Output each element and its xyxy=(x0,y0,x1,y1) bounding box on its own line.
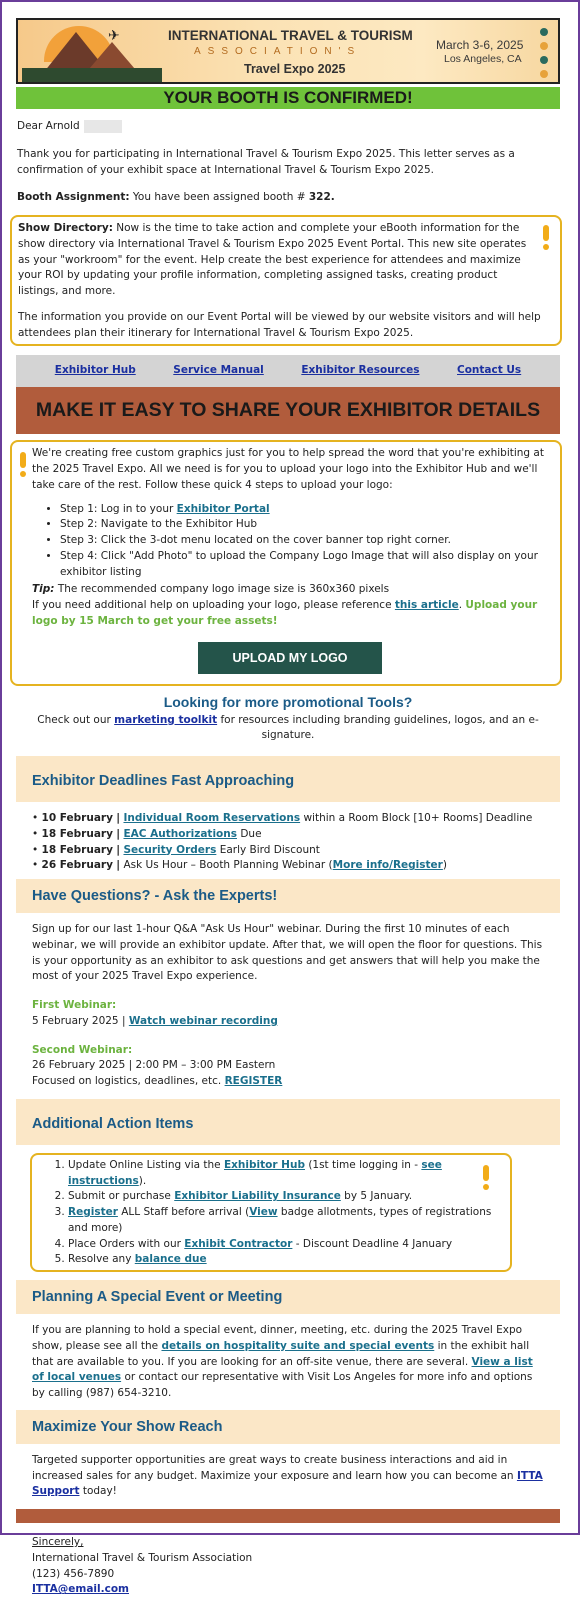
signoff-email-link[interactable]: ITTA@email.com xyxy=(32,1583,129,1596)
event-text: If you are planning to hold a special event, dinner, meeting, etc. during the 2025 Travel Expo show, please see all the xyxy=(32,1324,523,1352)
exhibitor-hub-link[interactable]: Exhibitor Hub xyxy=(223,1158,305,1171)
greeting xyxy=(16,119,560,135)
exclamation-icon xyxy=(543,225,550,250)
redacted-name xyxy=(84,120,122,133)
room-reservations-link[interactable]: Individual Room Reservations xyxy=(123,812,301,824)
action-text: (1st time logging in - xyxy=(308,1158,419,1171)
closing: Sincerely, xyxy=(32,1536,84,1548)
booth-label: Booth Assignment: xyxy=(17,191,130,204)
liability-insurance-link[interactable]: Exhibitor Liability Insurance xyxy=(174,1190,341,1203)
first-webinar-label: First Webinar: xyxy=(32,999,117,1011)
help-pre: If you need additional help on uploading your logo, please reference xyxy=(32,599,392,611)
tip-text: The recommended company logo image size is 360x360 pixels xyxy=(57,583,390,596)
deadlines-list xyxy=(16,811,560,874)
action-text: Update Online Listing via the xyxy=(68,1158,221,1171)
booth-number: 322. xyxy=(308,191,335,204)
actions-heading: Additional Action Items xyxy=(16,1099,560,1145)
first-webinar-date: 5 February 2025 | xyxy=(32,1014,126,1027)
questions-body: Sign up for our last 1-hour Q&A "Ask Us Hour" webinar. During the first 10 minutes of each webinar, we will provide an exhibitor update. After that, we will open the floor for questions. This is your opportunity as an exhibitor to ask questions and get answers that will help you make the most of your 2025 Travel Expo experience. xyxy=(32,923,543,983)
banner-event: Travel Expo 2025 xyxy=(244,62,346,76)
focus-text: Focused on logistics, deadlines, etc. xyxy=(32,1075,222,1087)
action-text: - Discount Deadline 4 January xyxy=(295,1237,453,1250)
deadline-text: Due xyxy=(240,827,262,840)
action-item xyxy=(68,1237,500,1253)
signoff-phone: (123) 456-7890 xyxy=(32,1567,115,1580)
deadline-item: • 26 February | Ask Us Hour – Booth Planning Webinar (More info/Register) xyxy=(32,859,447,872)
greeting-text: Dear Arnold xyxy=(17,120,80,132)
reach-body xyxy=(16,1453,560,1500)
reach-heading: Maximize Your Show Reach xyxy=(16,1410,560,1444)
airplane-icon: ✈ xyxy=(108,28,120,44)
event-text: or contact our representative with Visit Los Angeles for more info and options by calling (987) 654-3210. xyxy=(32,1371,533,1399)
security-orders-link[interactable]: Security Orders xyxy=(123,843,217,856)
action-text: Submit or purchase xyxy=(68,1190,171,1203)
signoff xyxy=(16,1535,560,1598)
upload-logo-button[interactable]: UPLOAD MY LOGO xyxy=(198,642,382,674)
action-text: ). xyxy=(138,1174,147,1187)
register-staff-link[interactable]: Register xyxy=(68,1206,118,1218)
deadline-item: • 18 February | EAC Authorizations Due xyxy=(32,827,262,840)
deadline-text: ) xyxy=(442,859,447,872)
second-webinar-label: Second Webinar: xyxy=(32,1043,133,1056)
banner-title: INTERNATIONAL TRAVEL & TOURISM xyxy=(168,28,413,43)
event-text: in the exhibit hall that are available to you. If you are looking for an off-site venue, there are several. xyxy=(32,1339,530,1368)
local-venues-link[interactable]: View a list of local venues xyxy=(32,1355,533,1384)
action-items-list xyxy=(68,1158,500,1268)
deadline-date: 18 February xyxy=(41,843,113,856)
action-text: badge allotments, types of registrations and more) xyxy=(68,1206,492,1234)
share-heading: MAKE IT EASY TO SHARE YOUR EXHIBITOR DETAILS xyxy=(16,387,560,434)
directory-p1-wrap xyxy=(18,221,554,300)
directory-label: Show Directory: xyxy=(18,222,113,234)
nav-contact-us[interactable]: Contact Us xyxy=(457,364,522,377)
promo-text xyxy=(16,713,560,745)
deadlines-heading: Exhibitor Deadlines Fast Approaching xyxy=(16,756,560,802)
eac-authorizations-link[interactable]: EAC Authorizations xyxy=(123,827,237,840)
share-intro: We're creating free custom graphics just for you to help spread the word that you're exhibiting at the 2025 Travel Expo. All we need is for you to upload your logo into the Exhibitor Hub and we'll take care of the rest. Follow these quick 4 steps to upload your logo: xyxy=(32,447,544,491)
event-body xyxy=(16,1323,560,1402)
action-text: Place Orders with our xyxy=(68,1237,181,1250)
step-item: • Step 3: Click the 3-dot menu located on the cover banner top right corner. xyxy=(60,533,548,549)
deadline-date: 18 February xyxy=(41,827,113,840)
deadline-date: 26 February xyxy=(41,859,113,872)
promo-post: for resources including branding guidelines, logos, and an e-signature. xyxy=(220,713,539,742)
deadline-date: 10 February xyxy=(41,812,113,824)
action-text: Resolve any xyxy=(68,1253,132,1266)
second-webinar xyxy=(16,1043,560,1090)
deadline-text: Ask Us Hour – Booth Planning Webinar ( xyxy=(123,859,333,872)
step-item xyxy=(60,502,548,518)
first-webinar xyxy=(16,998,560,1030)
email-body xyxy=(16,18,560,1598)
nav-exhibitor-hub[interactable]: Exhibitor Hub xyxy=(54,364,136,377)
tip-label: Tip: xyxy=(32,583,55,596)
booth-assignment xyxy=(16,190,560,206)
action-item xyxy=(68,1252,500,1268)
register-link[interactable]: REGISTER xyxy=(224,1075,283,1087)
exhibit-contractor-link[interactable]: Exhibit Contractor xyxy=(184,1237,293,1250)
deadline-item: • 18 February | Security Orders Early Bird Discount xyxy=(32,843,320,856)
balance-due-link[interactable]: balance due xyxy=(134,1253,207,1266)
exclamation-icon xyxy=(20,452,27,477)
second-webinar-focus xyxy=(32,1074,544,1090)
banner-date: March 3-6, 2025 xyxy=(436,38,524,52)
action-item xyxy=(68,1158,500,1190)
decorative-dots xyxy=(534,24,552,80)
intro-paragraph: Thank you for participating in International Travel & Tourism Expo 2025. This letter serves as a confirmation of your exhibit space at International Travel & Tourism Expo 2025. xyxy=(17,147,515,176)
confirmation-heading: YOUR BOOTH IS CONFIRMED! xyxy=(16,87,560,109)
deadline-item: • 10 February | Individual Room Reservations within a Room Block [10+ Rooms] Deadline xyxy=(32,812,533,824)
step-item: • Step 2: Navigate to the Exhibitor Hub xyxy=(60,517,548,533)
directory-p2: The information you provide on our Event Portal will be viewed by our website visitors and will help attendees plan their itinerary for International Travel & Tourism Expo 2025. xyxy=(18,310,541,339)
itta-support-link[interactable]: ITTA Support xyxy=(32,1469,543,1498)
see-instructions-link[interactable]: see instructions xyxy=(68,1158,442,1187)
promo-heading: Looking for more promotional Tools? xyxy=(163,693,413,710)
reach-text: Targeted supporter opportunities are great ways to create business interactions and aid in increased sales for any budget. Maximize your exposure and learn how you can become an xyxy=(32,1453,514,1482)
reach-text: today! xyxy=(82,1485,117,1498)
banner-subtitle: ASSOCIATION'S xyxy=(194,46,362,57)
promo-pre: Check out our xyxy=(37,713,111,726)
more-info-register-link[interactable]: More info/Register xyxy=(332,859,443,872)
trees-graphic xyxy=(22,68,162,82)
steps-list xyxy=(60,502,548,581)
questions-heading: Have Questions? - Ask the Experts! xyxy=(16,879,560,913)
first-webinar-details xyxy=(32,1014,544,1030)
step-item: • Step 4: Click "Add Photo" to upload the Company Logo Image that will also display on your exhibitor listing xyxy=(60,549,548,581)
deadline-text: within a Room Block [10+ Rooms] Deadline xyxy=(303,812,533,824)
nav-exhibitor-resources[interactable]: Exhibitor Resources xyxy=(301,364,420,377)
action-item xyxy=(68,1189,500,1205)
tip xyxy=(32,582,548,598)
action-item xyxy=(68,1205,500,1237)
deadline-text: Early Bird Discount xyxy=(219,843,320,856)
exclamation-icon xyxy=(483,1165,490,1190)
show-directory-box xyxy=(10,215,562,346)
nav-bar xyxy=(16,355,560,387)
help-text: If you need additional help on uploading your logo, please reference this article. Upload your logo by 15 March to get your free assets! xyxy=(32,599,538,627)
logo-upload-box xyxy=(10,440,562,685)
directory-p1: Now is the time to take action and complete your eBooth information for the show directory via International Travel & Tourism Expo 2025 Event Portal. This new site operates as your "workroom" for the event. Help create the best experience for attendees and maximize your ROI by updating your profile information, completing assigned tasks, creating product listings, and more. xyxy=(18,222,527,297)
signoff-org: International Travel & Tourism Association xyxy=(32,1551,253,1564)
this-article-link[interactable]: this article xyxy=(394,599,459,611)
upload-deadline-cta: Upload your logo by 15 March to get your free assets! xyxy=(32,599,538,627)
second-webinar-date: 26 February 2025 | 2:00 PM – 3:00 PM Eastern xyxy=(32,1059,276,1072)
expo-banner xyxy=(16,18,560,84)
booth-text: You have been assigned booth # xyxy=(132,191,306,204)
banner-location: Los Angeles, CA xyxy=(444,53,522,65)
watch-recording-link[interactable]: Watch webinar recording xyxy=(128,1014,278,1027)
nav-service-manual[interactable]: Service Manual xyxy=(173,364,264,377)
event-heading: Planning A Special Event or Meeting xyxy=(16,1280,560,1314)
step1-text: Step 1: Log in to your xyxy=(60,502,174,515)
hospitality-details-link[interactable]: details on hospitality suite and special events xyxy=(161,1339,435,1352)
action-text: by 5 January. xyxy=(344,1190,413,1203)
view-badges-link[interactable]: View xyxy=(249,1206,278,1218)
action-text: ALL Staff before arrival ( xyxy=(121,1206,250,1218)
footer-divider xyxy=(16,1509,560,1523)
action-items-box xyxy=(30,1153,512,1272)
exhibitor-portal-link[interactable]: Exhibitor Portal xyxy=(176,502,270,515)
marketing-toolkit-link[interactable]: marketing toolkit xyxy=(114,713,218,726)
